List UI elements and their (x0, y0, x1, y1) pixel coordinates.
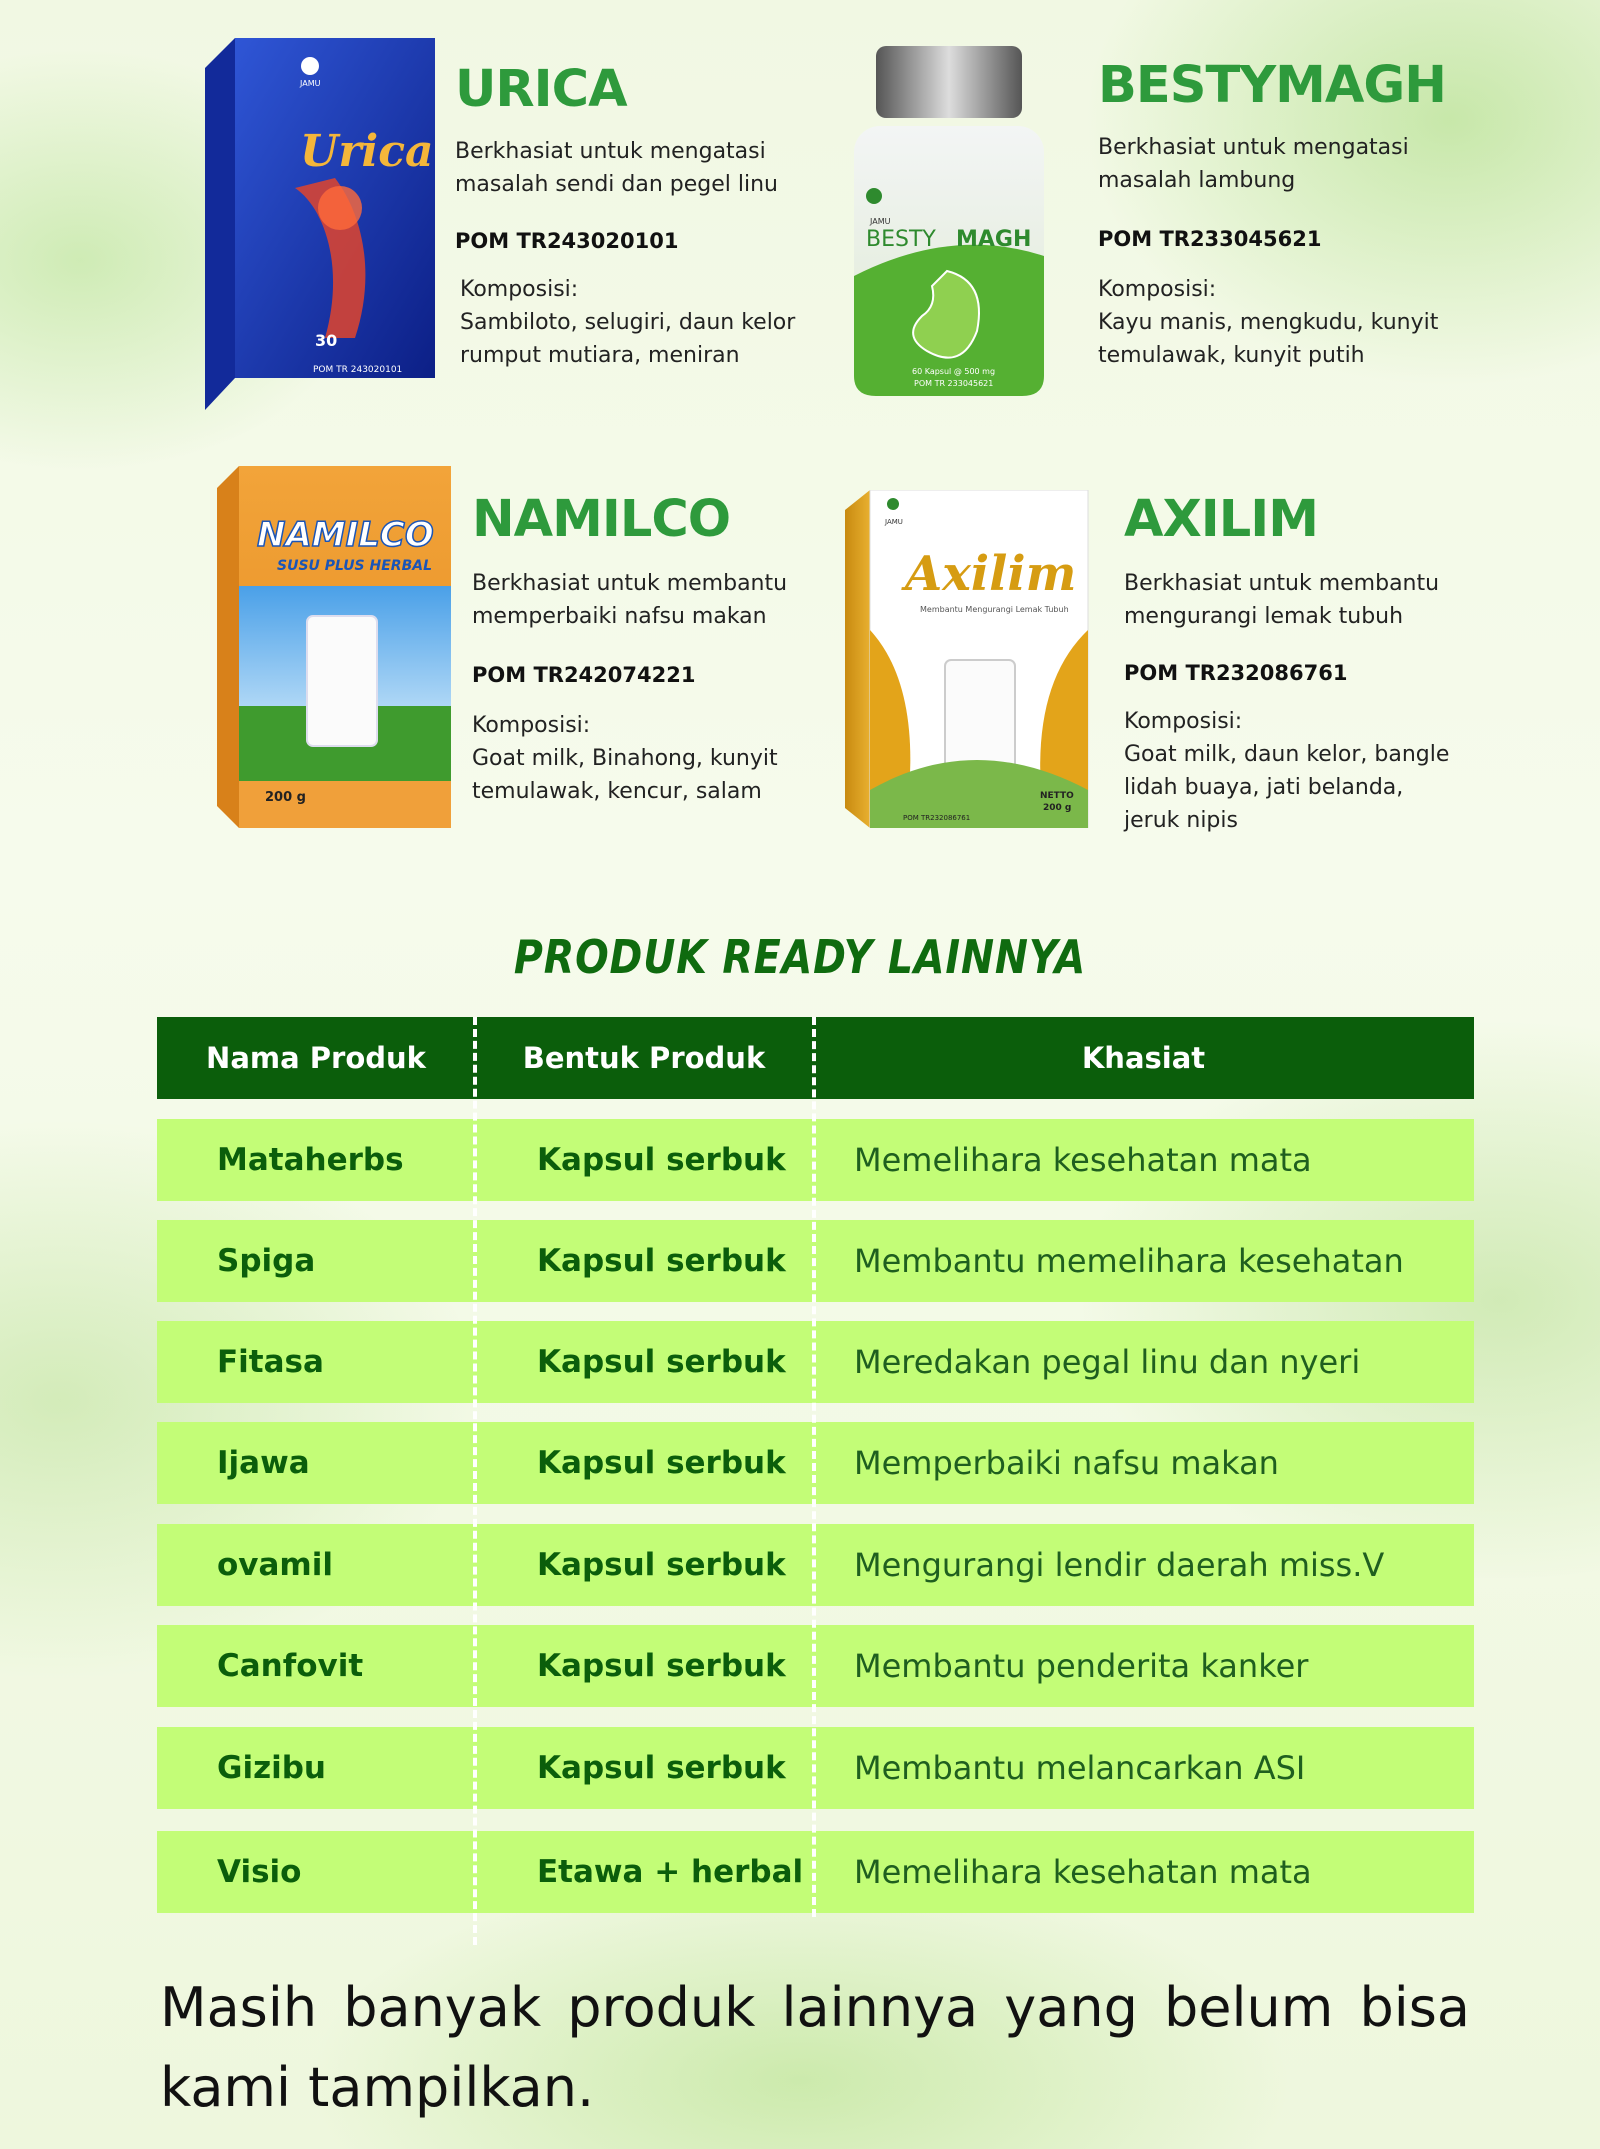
svg-text:Axilim: Axilim (905, 546, 1077, 602)
urica-package-image (205, 38, 437, 410)
svg-text:NAMILCO: NAMILCO (257, 515, 434, 555)
composition-line: jeruk nipis (1124, 808, 1238, 833)
svg-text:Urica: Urica (300, 126, 434, 177)
svg-text:MAGH: MAGH (956, 227, 1032, 252)
svg-text:POM TR 233045621: POM TR 233045621 (914, 379, 994, 388)
product-card-namilco (472, 490, 892, 808)
product-name: AXILIM (1124, 490, 1318, 549)
column-divider (473, 1017, 477, 1945)
product-form-cell: Kapsul serbuk (537, 1344, 786, 1380)
product-name-cell: Ijawa (217, 1445, 310, 1481)
axilim-package-image (845, 490, 1090, 828)
svg-text:200 g: 200 g (265, 790, 306, 805)
product-benefit-cell: Membantu penderita kanker (854, 1647, 1309, 1685)
product-benefit-cell: Memelihara kesehatan mata (854, 1853, 1312, 1891)
column-divider (812, 1017, 816, 1917)
composition-line: lidah buaya, jati belanda, (1124, 775, 1404, 800)
svg-text:SUSU PLUS HERBAL: SUSU PLUS HERBAL (277, 558, 433, 574)
svg-text:JAMU: JAMU (885, 518, 903, 526)
composition-line: temulawak, kunyit putih (1098, 343, 1365, 368)
product-name-cell: Spiga (217, 1243, 316, 1279)
svg-text:JAMU: JAMU (300, 79, 321, 88)
svg-text:NETTO: NETTO (1040, 791, 1074, 801)
pom-number: POM TR243020101 (455, 229, 679, 253)
product-name: URICA (455, 60, 627, 119)
product-form-cell: Etawa + herbal (537, 1854, 804, 1890)
product-card-bestymagh (1098, 56, 1528, 372)
product-form-cell: Kapsul serbuk (537, 1648, 786, 1684)
product-name-cell: Visio (217, 1854, 302, 1890)
composition-label: Komposisi: (460, 277, 579, 302)
product-name-cell: Mataherbs (217, 1142, 404, 1178)
product-form-cell: Kapsul serbuk (537, 1750, 786, 1786)
pom-number: POM TR233045621 (1098, 227, 1322, 251)
product-name-cell: ovamil (217, 1547, 333, 1583)
footer-note: Masih banyak produk lainnya yang belum bisa kami tampilkan. (160, 1976, 1470, 2119)
svg-text:200 g: 200 g (1043, 803, 1072, 813)
composition-label: Komposisi: (1098, 277, 1217, 302)
product-card-axilim (1124, 490, 1554, 837)
section-title: PRODUK READY LAINNYA (513, 930, 1087, 984)
column-header-form: Bentuk Produk (522, 1041, 766, 1075)
product-benefit-cell: Mengurangi lendir daerah miss.V (854, 1546, 1385, 1584)
svg-text:60 Kapsul @ 500 mg: 60 Kapsul @ 500 mg (912, 367, 996, 376)
composition-line: Kayu manis, mengkudu, kunyit (1098, 310, 1439, 335)
product-description-line: Berkhasiat untuk membantu (1124, 571, 1440, 596)
product-name-cell: Gizibu (217, 1750, 326, 1786)
svg-text:JAMU: JAMU (870, 217, 891, 226)
product-name: NAMILCO (472, 490, 731, 549)
composition-line: Goat milk, Binahong, kunyit (472, 746, 778, 771)
product-benefit-cell: Memelihara kesehatan mata (854, 1141, 1312, 1179)
pom-number: POM TR232086761 (1124, 661, 1348, 685)
product-description-line: masalah sendi dan pegel linu (455, 172, 778, 197)
column-header-name: Nama Produk (206, 1041, 426, 1075)
product-description-line: Berkhasiat untuk mengatasi (455, 139, 766, 164)
namilco-package-image (217, 466, 452, 828)
svg-text:POM TR 243020101: POM TR 243020101 (313, 365, 403, 375)
svg-text:POM TR232086761: POM TR232086761 (903, 814, 971, 822)
product-description-line: Berkhasiat untuk mengatasi (1098, 135, 1409, 160)
product-form-cell: Kapsul serbuk (537, 1142, 786, 1178)
product-card-urica (455, 60, 875, 372)
product-benefit-cell: Meredakan pegal linu dan nyeri (854, 1343, 1361, 1381)
composition-label: Komposisi: (1124, 709, 1243, 734)
composition-line: Sambiloto, selugiri, daun kelor (460, 310, 796, 335)
column-header-benefit: Khasiat (1081, 1041, 1206, 1075)
product-description-line: mengurangi lemak tubuh (1124, 604, 1404, 629)
pom-number: POM TR242074221 (472, 663, 696, 687)
composition-line: rumput mutiara, meniran (460, 343, 740, 368)
product-benefit-cell: Memperbaiki nafsu makan (854, 1444, 1279, 1482)
product-form-cell: Kapsul serbuk (537, 1547, 786, 1583)
product-description-line: memperbaiki nafsu makan (472, 604, 767, 629)
product-description-line: Berkhasiat untuk membantu (472, 571, 788, 596)
product-name-cell: Canfovit (217, 1648, 364, 1684)
svg-text:Membantu Mengurangi Lemak Tubu: Membantu Mengurangi Lemak Tubuh (920, 605, 1069, 614)
bestymagh-bottle-image (852, 46, 1047, 398)
svg-text:BESTY: BESTY (866, 227, 936, 252)
product-description-line: masalah lambung (1098, 168, 1296, 193)
product-form-cell: Kapsul serbuk (537, 1445, 786, 1481)
product-form-cell: Kapsul serbuk (537, 1243, 786, 1279)
svg-text:30: 30 (315, 331, 338, 350)
composition-line: temulawak, kencur, salam (472, 779, 762, 804)
product-benefit-cell: Membantu memelihara kesehatan (854, 1242, 1404, 1280)
product-benefit-cell: Membantu melancarkan ASI (854, 1749, 1306, 1787)
product-name: BESTYMAGH (1098, 56, 1446, 115)
composition-label: Komposisi: (472, 713, 591, 738)
composition-line: Goat milk, daun kelor, bangle (1124, 742, 1450, 767)
product-name-cell: Fitasa (217, 1344, 324, 1380)
